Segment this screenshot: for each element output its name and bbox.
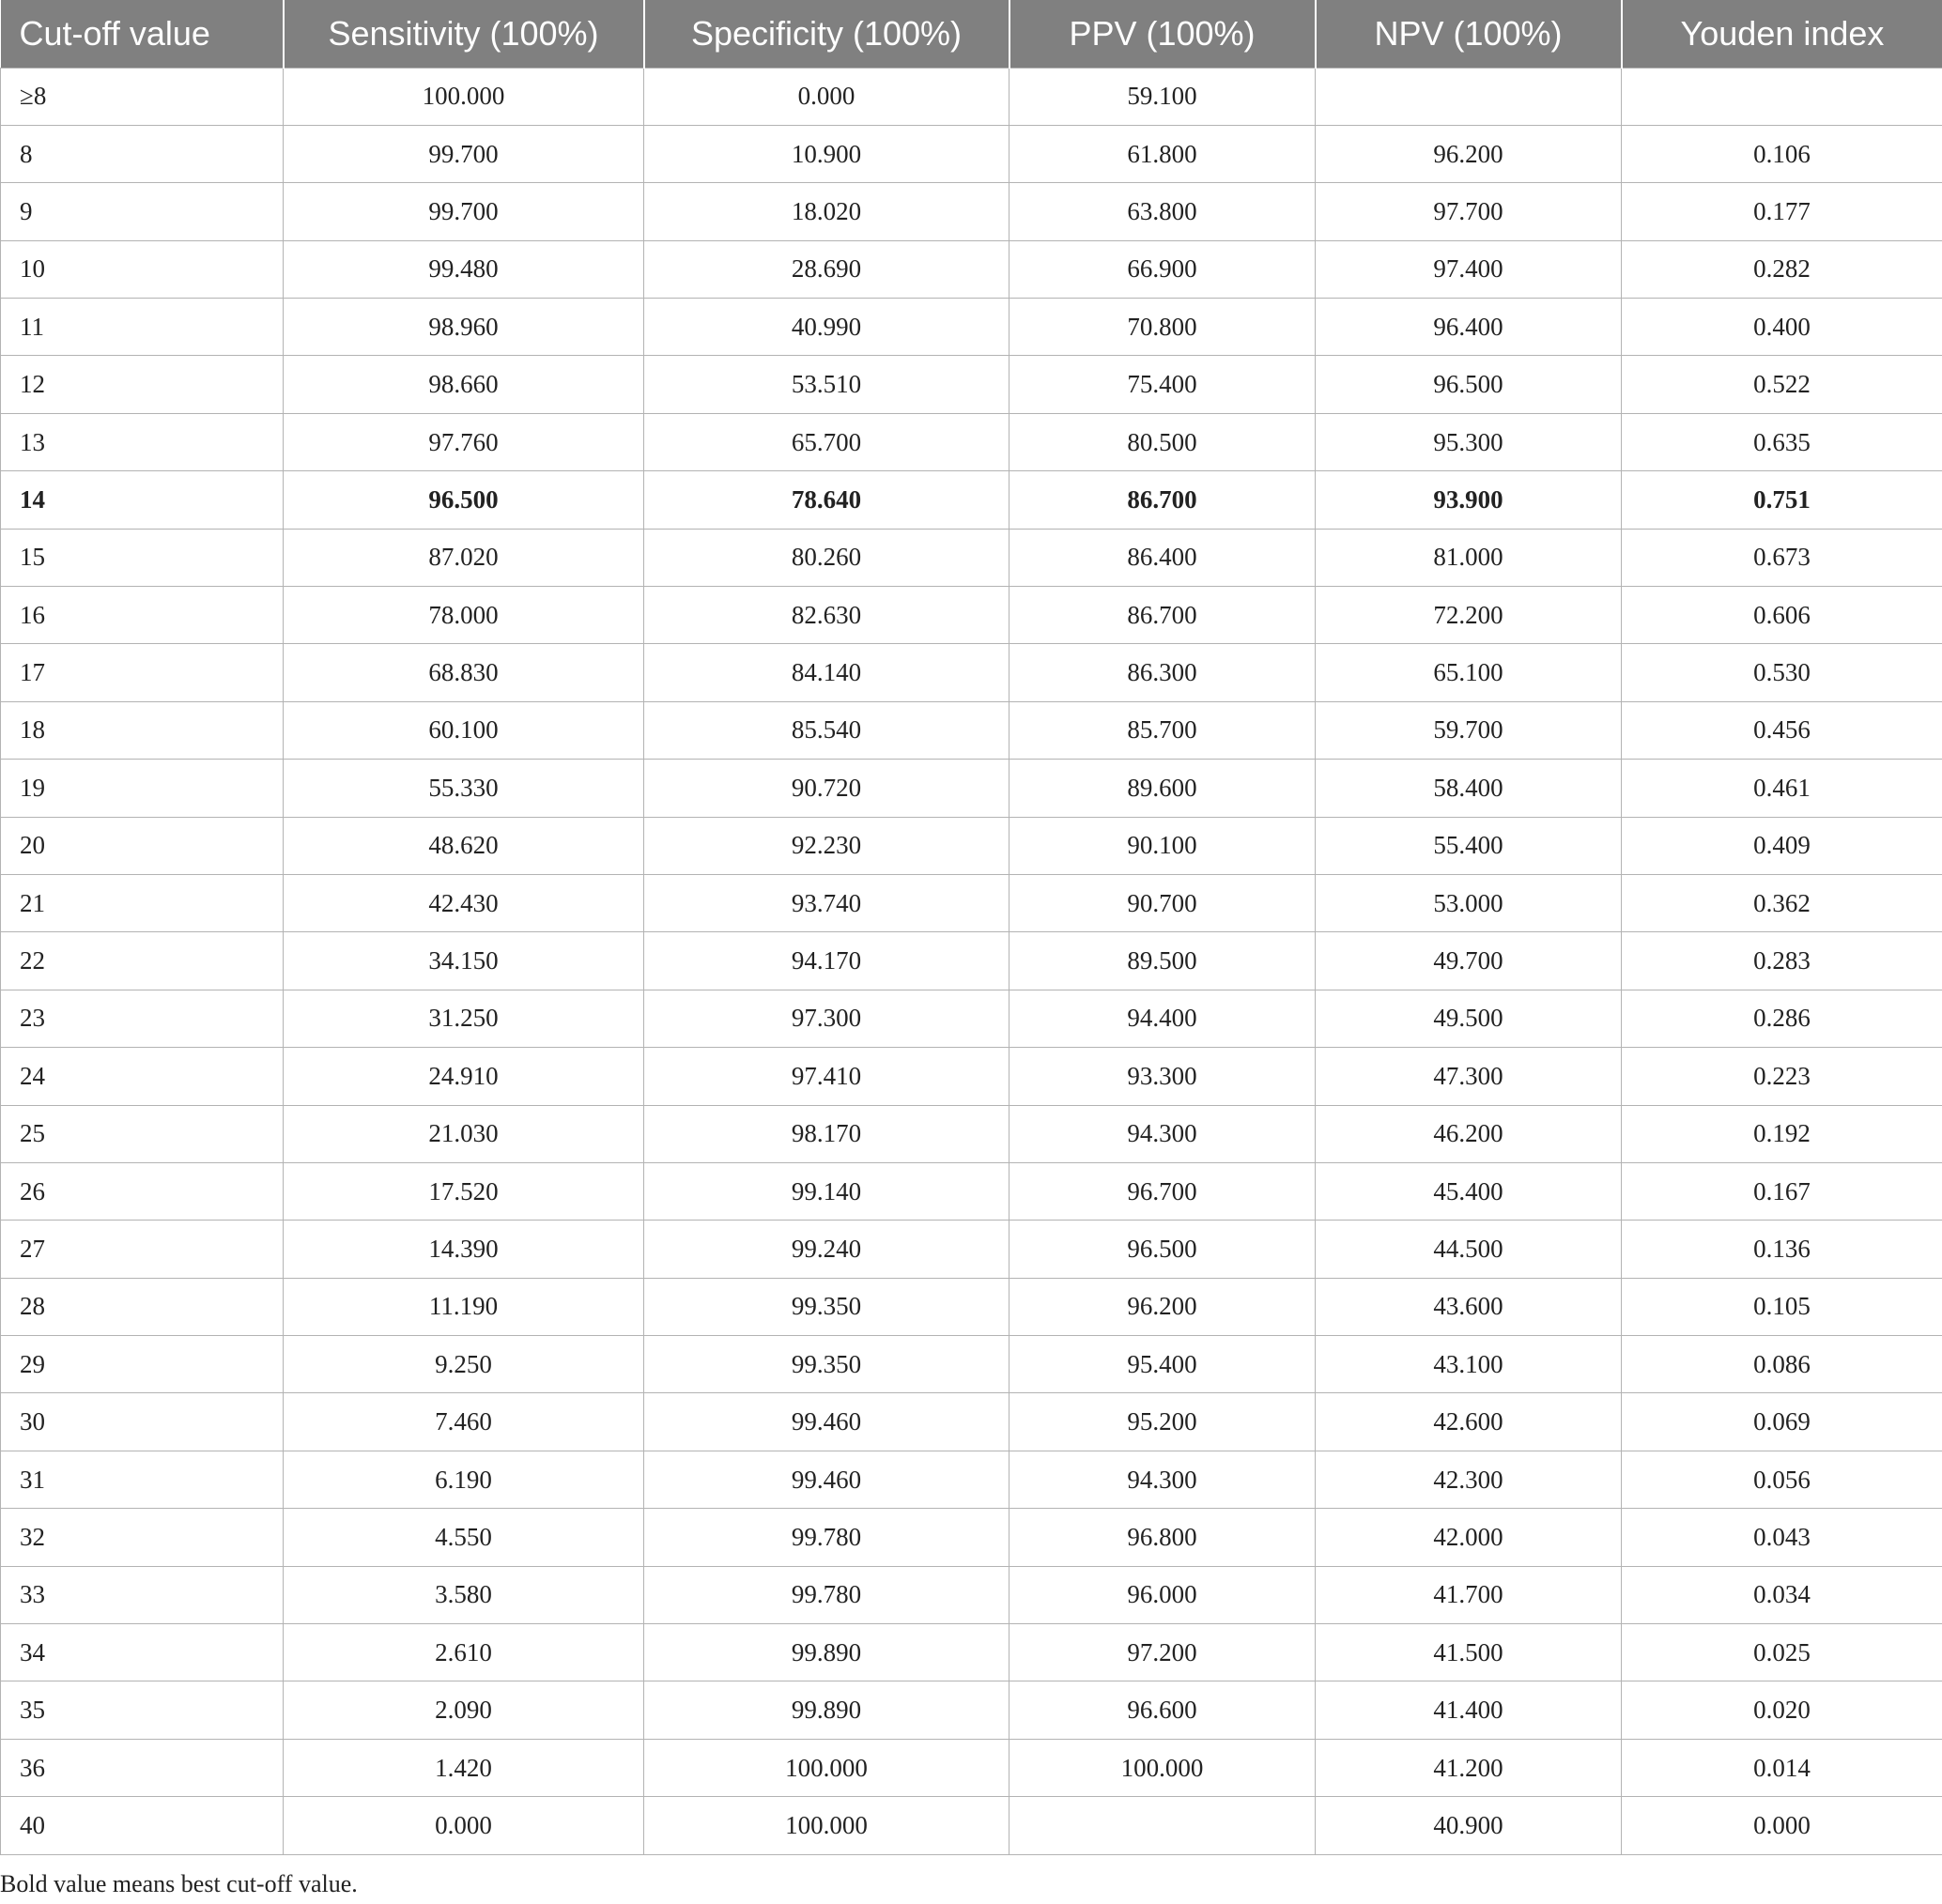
cell-sensitivity: 4.550	[284, 1509, 644, 1566]
cell-specificity: 100.000	[644, 1739, 1010, 1796]
cell-sensitivity: 99.700	[284, 183, 644, 240]
cell-specificity: 99.350	[644, 1278, 1010, 1335]
cell-ppv: 90.100	[1010, 817, 1316, 874]
cell-specificity: 10.900	[644, 125, 1010, 182]
cell-cutoff-value: 22	[1, 932, 284, 990]
header-ppv: PPV (100%)	[1010, 0, 1316, 68]
cell-ppv: 96.700	[1010, 1162, 1316, 1220]
cell-npv: 41.200	[1316, 1739, 1622, 1796]
cell-ppv: 59.100	[1010, 68, 1316, 125]
cell-cutoff-value: 36	[1, 1739, 284, 1796]
cell-cutoff-value: 27	[1, 1221, 284, 1278]
table-footnote: Bold value means best cut-off value.	[0, 1870, 358, 1897]
cell-npv: 46.200	[1316, 1105, 1622, 1162]
table-row	[1, 1624, 1942, 1681]
cell-npv: 42.600	[1316, 1393, 1622, 1451]
cell-youden-index	[1622, 68, 1942, 125]
cell-cutoff-value: ≥8	[1, 68, 284, 125]
cell-ppv: 66.900	[1010, 240, 1316, 298]
cell-cutoff-value: 21	[1, 874, 284, 931]
header-row	[1, 0, 1942, 68]
cell-sensitivity: 60.100	[284, 701, 644, 759]
cell-ppv: 100.000	[1010, 1739, 1316, 1796]
cell-youden-index: 0.192	[1622, 1105, 1942, 1162]
cell-youden-index: 0.136	[1622, 1221, 1942, 1278]
cell-specificity: 99.890	[644, 1624, 1010, 1681]
cell-cutoff-value: 9	[1, 183, 284, 240]
cell-npv: 96.400	[1316, 299, 1622, 356]
cell-sensitivity: 99.480	[284, 240, 644, 298]
cell-sensitivity: 87.020	[284, 529, 644, 586]
cell-sensitivity: 34.150	[284, 932, 644, 990]
table-row	[1, 183, 1942, 240]
table-row	[1, 817, 1942, 874]
cell-youden-index: 0.283	[1622, 932, 1942, 990]
cell-specificity: 99.350	[644, 1336, 1010, 1393]
cell-ppv: 96.600	[1010, 1681, 1316, 1739]
table-row	[1, 1797, 1942, 1854]
cell-ppv: 70.800	[1010, 299, 1316, 356]
table-row	[1, 1048, 1942, 1105]
header-sensitivity: Sensitivity (100%)	[284, 0, 644, 68]
cell-cutoff-value: 13	[1, 413, 284, 470]
cell-youden-index: 0.635	[1622, 413, 1942, 470]
cell-specificity: 99.460	[644, 1451, 1010, 1508]
cell-sensitivity: 6.190	[284, 1451, 644, 1508]
cell-youden-index: 0.056	[1622, 1451, 1942, 1508]
cell-npv: 93.900	[1316, 471, 1622, 529]
table-row	[1, 471, 1942, 529]
cell-npv: 44.500	[1316, 1221, 1622, 1278]
cell-ppv: 95.200	[1010, 1393, 1316, 1451]
cell-youden-index: 0.043	[1622, 1509, 1942, 1566]
cell-youden-index: 0.069	[1622, 1393, 1942, 1451]
cell-youden-index: 0.086	[1622, 1336, 1942, 1393]
cell-sensitivity: 48.620	[284, 817, 644, 874]
cell-npv: 40.900	[1316, 1797, 1622, 1854]
cell-ppv: 94.300	[1010, 1105, 1316, 1162]
table-row	[1, 125, 1942, 182]
cell-youden-index: 0.456	[1622, 701, 1942, 759]
cell-cutoff-value: 32	[1, 1509, 284, 1566]
cell-youden-index: 0.177	[1622, 183, 1942, 240]
table-row	[1, 1278, 1942, 1335]
cell-cutoff-value: 14	[1, 471, 284, 529]
cell-npv: 43.600	[1316, 1278, 1622, 1335]
cell-cutoff-value: 20	[1, 817, 284, 874]
cell-youden-index: 0.286	[1622, 990, 1942, 1047]
table-row	[1, 356, 1942, 413]
cell-sensitivity: 11.190	[284, 1278, 644, 1335]
cell-ppv: 94.300	[1010, 1451, 1316, 1508]
cell-ppv: 96.800	[1010, 1509, 1316, 1566]
cell-npv: 81.000	[1316, 529, 1622, 586]
cell-youden-index: 0.362	[1622, 874, 1942, 931]
cell-sensitivity: 24.910	[284, 1048, 644, 1105]
cell-npv: 42.000	[1316, 1509, 1622, 1566]
cell-cutoff-value: 17	[1, 644, 284, 701]
cell-ppv: 89.500	[1010, 932, 1316, 990]
cell-youden-index: 0.461	[1622, 760, 1942, 817]
cell-ppv: 85.700	[1010, 701, 1316, 759]
table-row	[1, 1221, 1942, 1278]
cell-cutoff-value: 18	[1, 701, 284, 759]
cell-sensitivity: 7.460	[284, 1393, 644, 1451]
cell-ppv: 75.400	[1010, 356, 1316, 413]
cell-npv	[1316, 68, 1622, 125]
table-row	[1, 1451, 1942, 1508]
table-row	[1, 68, 1942, 125]
cell-youden-index: 0.400	[1622, 299, 1942, 356]
cell-cutoff-value: 31	[1, 1451, 284, 1508]
cell-sensitivity: 2.610	[284, 1624, 644, 1681]
cell-npv: 97.400	[1316, 240, 1622, 298]
cell-cutoff-value: 12	[1, 356, 284, 413]
cell-cutoff-value: 24	[1, 1048, 284, 1105]
cell-ppv: 63.800	[1010, 183, 1316, 240]
cell-sensitivity: 68.830	[284, 644, 644, 701]
cell-sensitivity: 97.760	[284, 413, 644, 470]
table-row	[1, 701, 1942, 759]
cell-sensitivity: 9.250	[284, 1336, 644, 1393]
cell-sensitivity: 3.580	[284, 1566, 644, 1623]
cell-sensitivity: 31.250	[284, 990, 644, 1047]
table-row	[1, 413, 1942, 470]
cell-specificity: 100.000	[644, 1797, 1010, 1854]
cell-npv: 42.300	[1316, 1451, 1622, 1508]
cell-sensitivity: 96.500	[284, 471, 644, 529]
cell-cutoff-value: 30	[1, 1393, 284, 1451]
table-row	[1, 529, 1942, 586]
cell-cutoff-value: 40	[1, 1797, 284, 1854]
cell-npv: 47.300	[1316, 1048, 1622, 1105]
cell-npv: 96.500	[1316, 356, 1622, 413]
table-row	[1, 1393, 1942, 1451]
cell-youden-index: 0.025	[1622, 1624, 1942, 1681]
cell-cutoff-value: 23	[1, 990, 284, 1047]
cell-youden-index: 0.409	[1622, 817, 1942, 874]
cell-specificity: 40.990	[644, 299, 1010, 356]
cell-youden-index: 0.530	[1622, 644, 1942, 701]
cell-specificity: 99.140	[644, 1162, 1010, 1220]
cell-sensitivity: 2.090	[284, 1681, 644, 1739]
cell-npv: 53.000	[1316, 874, 1622, 931]
cell-youden-index: 0.673	[1622, 529, 1942, 586]
cell-ppv: 86.700	[1010, 471, 1316, 529]
cell-sensitivity: 98.660	[284, 356, 644, 413]
cell-npv: 49.700	[1316, 932, 1622, 990]
cell-youden-index: 0.751	[1622, 471, 1942, 529]
cell-npv: 41.500	[1316, 1624, 1622, 1681]
cell-cutoff-value: 35	[1, 1681, 284, 1739]
cell-npv: 65.100	[1316, 644, 1622, 701]
cell-youden-index: 0.105	[1622, 1278, 1942, 1335]
cell-ppv: 86.400	[1010, 529, 1316, 586]
cell-youden-index: 0.522	[1622, 356, 1942, 413]
header-npv: NPV (100%)	[1316, 0, 1622, 68]
cell-ppv: 97.200	[1010, 1624, 1316, 1681]
table-body	[1, 68, 1942, 1854]
cell-ppv: 80.500	[1010, 413, 1316, 470]
cell-youden-index: 0.167	[1622, 1162, 1942, 1220]
cell-cutoff-value: 16	[1, 587, 284, 644]
table-row	[1, 874, 1942, 931]
cell-cutoff-value: 26	[1, 1162, 284, 1220]
cell-npv: 45.400	[1316, 1162, 1622, 1220]
cell-ppv: 94.400	[1010, 990, 1316, 1047]
cell-specificity: 92.230	[644, 817, 1010, 874]
cell-npv: 72.200	[1316, 587, 1622, 644]
cell-npv: 41.400	[1316, 1681, 1622, 1739]
cell-cutoff-value: 19	[1, 760, 284, 817]
cell-npv: 59.700	[1316, 701, 1622, 759]
cell-npv: 55.400	[1316, 817, 1622, 874]
table-row	[1, 1739, 1942, 1796]
cell-specificity: 84.140	[644, 644, 1010, 701]
cell-sensitivity: 55.330	[284, 760, 644, 817]
cell-youden-index: 0.106	[1622, 125, 1942, 182]
cell-ppv	[1010, 1797, 1316, 1854]
cell-specificity: 93.740	[644, 874, 1010, 931]
table-row	[1, 990, 1942, 1047]
table-row	[1, 1509, 1942, 1566]
cell-cutoff-value: 25	[1, 1105, 284, 1162]
cell-youden-index: 0.000	[1622, 1797, 1942, 1854]
cell-npv: 41.700	[1316, 1566, 1622, 1623]
table-header	[1, 0, 1942, 68]
cell-ppv: 96.000	[1010, 1566, 1316, 1623]
cell-ppv: 93.300	[1010, 1048, 1316, 1105]
cell-specificity: 98.170	[644, 1105, 1010, 1162]
table-row	[1, 587, 1942, 644]
cell-cutoff-value: 33	[1, 1566, 284, 1623]
cell-specificity: 90.720	[644, 760, 1010, 817]
cell-specificity: 99.890	[644, 1681, 1010, 1739]
cell-youden-index: 0.282	[1622, 240, 1942, 298]
cell-sensitivity: 14.390	[284, 1221, 644, 1278]
cell-specificity: 99.780	[644, 1566, 1010, 1623]
cell-cutoff-value: 28	[1, 1278, 284, 1335]
header-cutoff-value: Cut-off value	[1, 0, 284, 68]
cell-ppv: 89.600	[1010, 760, 1316, 817]
cell-specificity: 97.410	[644, 1048, 1010, 1105]
cell-sensitivity: 99.700	[284, 125, 644, 182]
cell-specificity: 0.000	[644, 68, 1010, 125]
table-row	[1, 1566, 1942, 1623]
cell-npv: 95.300	[1316, 413, 1622, 470]
table-row	[1, 299, 1942, 356]
cell-sensitivity: 78.000	[284, 587, 644, 644]
cell-specificity: 99.240	[644, 1221, 1010, 1278]
cell-youden-index: 0.014	[1622, 1739, 1942, 1796]
cell-npv: 43.100	[1316, 1336, 1622, 1393]
cell-cutoff-value: 15	[1, 529, 284, 586]
table-row	[1, 760, 1942, 817]
cell-specificity: 82.630	[644, 587, 1010, 644]
table-row	[1, 1681, 1942, 1739]
cell-ppv: 90.700	[1010, 874, 1316, 931]
cell-cutoff-value: 8	[1, 125, 284, 182]
table-row	[1, 240, 1942, 298]
cell-cutoff-value: 11	[1, 299, 284, 356]
table-row	[1, 932, 1942, 990]
cell-specificity: 85.540	[644, 701, 1010, 759]
cell-youden-index: 0.606	[1622, 587, 1942, 644]
cell-specificity: 65.700	[644, 413, 1010, 470]
table-row	[1, 644, 1942, 701]
table-row	[1, 1105, 1942, 1162]
cell-specificity: 99.780	[644, 1509, 1010, 1566]
cell-specificity: 78.640	[644, 471, 1010, 529]
cell-ppv: 86.700	[1010, 587, 1316, 644]
cell-ppv: 96.200	[1010, 1278, 1316, 1335]
cell-specificity: 80.260	[644, 529, 1010, 586]
cell-sensitivity: 98.960	[284, 299, 644, 356]
cell-npv: 96.200	[1316, 125, 1622, 182]
cell-youden-index: 0.034	[1622, 1566, 1942, 1623]
cell-sensitivity: 17.520	[284, 1162, 644, 1220]
header-youden-index: Youden index	[1622, 0, 1942, 68]
cell-specificity: 97.300	[644, 990, 1010, 1047]
cell-sensitivity: 21.030	[284, 1105, 644, 1162]
header-specificity: Specificity (100%)	[644, 0, 1010, 68]
cell-youden-index: 0.020	[1622, 1681, 1942, 1739]
cell-cutoff-value: 10	[1, 240, 284, 298]
cell-sensitivity: 100.000	[284, 68, 644, 125]
cell-cutoff-value: 34	[1, 1624, 284, 1681]
cell-npv: 97.700	[1316, 183, 1622, 240]
cell-specificity: 18.020	[644, 183, 1010, 240]
cell-npv: 49.500	[1316, 990, 1622, 1047]
cell-specificity: 94.170	[644, 932, 1010, 990]
cell-ppv: 61.800	[1010, 125, 1316, 182]
table-row	[1, 1162, 1942, 1220]
cell-specificity: 99.460	[644, 1393, 1010, 1451]
cell-sensitivity: 42.430	[284, 874, 644, 931]
cell-sensitivity: 0.000	[284, 1797, 644, 1854]
table-row	[1, 1336, 1942, 1393]
cell-specificity: 28.690	[644, 240, 1010, 298]
cell-specificity: 53.510	[644, 356, 1010, 413]
cell-npv: 58.400	[1316, 760, 1622, 817]
cell-youden-index: 0.223	[1622, 1048, 1942, 1105]
cell-cutoff-value: 29	[1, 1336, 284, 1393]
cell-ppv: 96.500	[1010, 1221, 1316, 1278]
cell-sensitivity: 1.420	[284, 1739, 644, 1796]
cell-ppv: 86.300	[1010, 644, 1316, 701]
cell-ppv: 95.400	[1010, 1336, 1316, 1393]
